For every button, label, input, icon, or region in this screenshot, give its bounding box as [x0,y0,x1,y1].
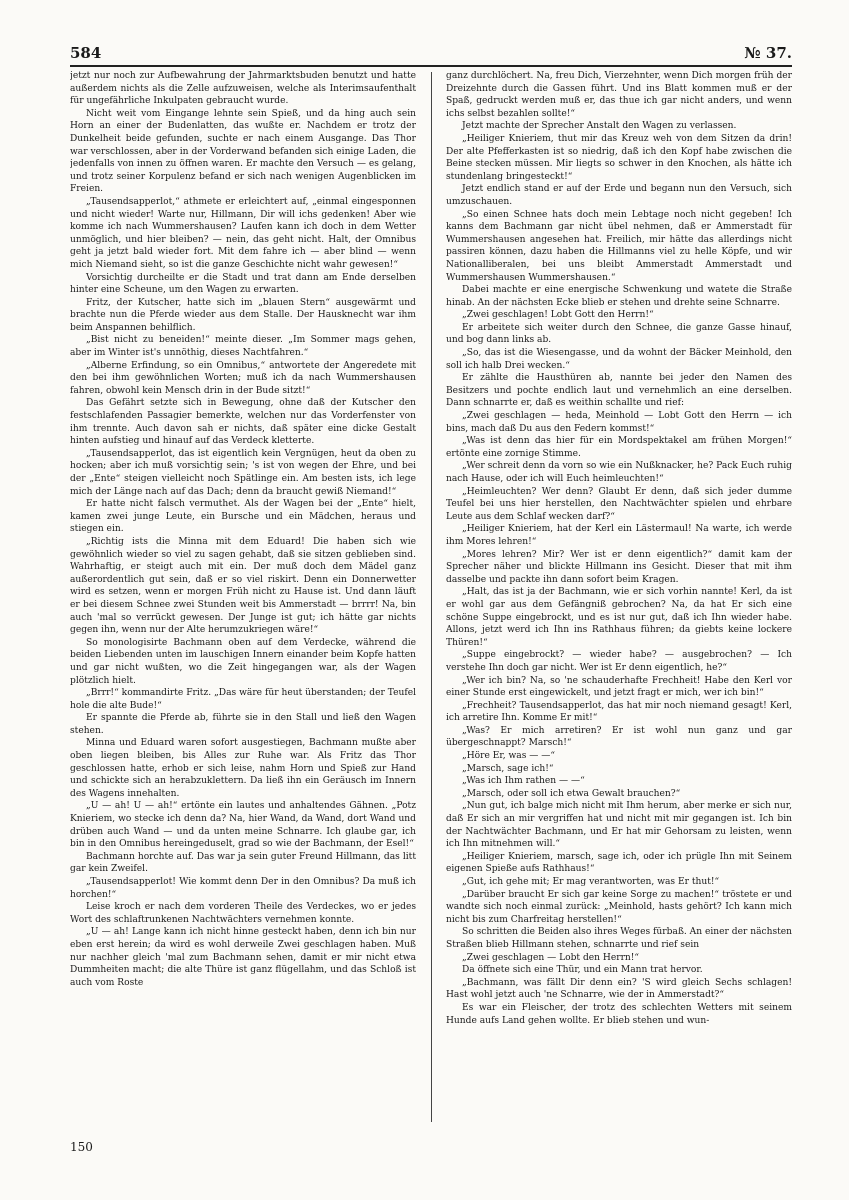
paragraph: jetzt nur noch zur Aufbewahrung der Jahrmarktsbuden benutzt und hatte außerdem nichts als die Zelle aufzuweisen, welche als Interimsaufenthalt für ungefährliche Inkulpaten gebraucht wurde. [70,71,416,107]
page-number: 584 [70,44,102,62]
text-column-left [70,70,416,1125]
paragraph: „Was ich Ihm rathen — —“ [462,776,585,787]
paragraph: „Brrr!“ kommandirte Fritz. „Das wäre für heut überstanden; der Teufel hole die alte Bude!“ [70,688,416,711]
paragraph: „Mores lehren? Mir? Wer ist er denn eigentlich?“ damit kam der Sprecher näher und blickte Hillmann ins Gesicht. Dieser that mit ihm dasselbe und packte ihn dann sofort beim Kragen. [446,549,792,585]
paragraph: „Zwei geschlagen — heda, Meinhold — Lobt Gott den Herrn — ich bins, mach daß Du aus den Federn kommst!“ [446,411,792,434]
paragraph: „Darüber braucht Er sich gar keine Sorge zu machen!“ tröstete er und wandte sich noch einmal zurück: „Meinhold, hasts gehört? Ich kann mich nicht bis zum Charfreitag herstellen!“ [446,889,792,925]
paragraph: „Marsch, sage ich!“ [462,763,554,774]
paragraph: „U — ah! Lange kann ich nicht hinne gesteckt haben, denn ich bin nur eben erst herein; da wird es wohl derweile Zwei geschlagen haben. Muß nur nachher gleich 'mal zum Bachmann sehen, damit er mir nicht etwa Dummheiten macht; die alte Thüre ist ganz flügellahm, und das Schloß ist auch vom Roste [70,927,416,988]
paragraph: „Wer schreit denn da vorn so wie ein Nußknacker, he? Pack Euch ruhig nach Hause, oder ich will Euch heimleuchten!“ [446,461,792,484]
paragraph: So monologisirte Bachmann oben auf dem Verdecke, während die beiden Liebenden unten im lauschigen Innern einander beim Kopfe hatten und gar nicht wußten, wo die Zeit hingegangen war, als der Wagen plötzlich hielt. [70,637,416,686]
paragraph: „Zwei geschlagen — Lobt den Herrn!“ [462,952,640,963]
paragraph: „Gut, ich gehe mit; Er mag verantworten, was Er thut!“ [462,877,720,887]
paragraph: „Heiliger Knieriem, thut mir das Kreuz weh von dem Sitzen da drin! Der alte Pfefferkasten ist so niedrig, daß ich den Kopf habe zwischen die Beine stecken müssen. Mir liegts so schwer in den Knochen, als hätte ich stundenlang bringesteckt!“ [446,133,792,182]
paragraph: „Bist nicht zu beneiden!“ meinte dieser. „Im Sommer mags gehen, aber im Winter ist's unnöthig, dieses Nachtfahren.“ [70,335,416,359]
paragraph: „Tausendsapperlot,“ athmete er erleichtert auf, „einmal eingesponnen und nicht wieder! Warte nur, Hillmann, Dir will ichs gedenken! Aber wie komme ich nach Wummershausen? Laufen kann ich doch in dem Wetter unmöglich, und hier bleiben? — nein, das geht nicht. Halt, der Omnibus geht ja jetzt bald wieder fort. Mit dem fahre ich — aber blind — wenn mich Niemand sieht, so ist die ganze Geschichte nicht wahr gewesen!“ [70,196,416,270]
paragraph: Leise kroch er nach dem vorderen Theile des Verdeckes, wo er jedes Wort des schlaftrunkenen Nachtwächters vernehmen konnte. [70,902,416,925]
paragraph: „Heiliger Knieriem, hat der Kerl ein Lästermaul! Na warte, ich werde ihm Mores lehren!“ [446,524,792,547]
paragraph: „Alberne Erfindung, so ein Omnibus,“ antwortete der Angeredete mit den bei ihm gewöhnlichen Worten; muß ich da nach Wummershausen fahren, obwohl kein Mensch drin in der Bude sitzt!“ [70,360,416,396]
paragraph: So schritten die Beiden also ihres Weges fürbaß. An einer der nächsten Straßen blieb Hillmann stehen, schnarrte und rief sein [446,927,792,950]
paragraph: „Was? Er mich arretiren? Er ist wohl nun ganz und gar übergeschnappt? Marsch!“ [446,725,792,749]
paragraph: Er hatte nicht falsch vermuthet. Als der Wagen bei der „Ente“ hielt, kamen zwei junge Leute, ein Bursche und ein Mädchen, heraus und stiegen ein. [70,499,416,535]
paragraph: „Richtig ists die Minna mit dem Eduard! Die haben sich wie gewöhnlich wieder so viel zu sagen gehabt, daß sie sitzen geblieben sind. Wahrhaftig, er steigt auch mit ein. Der muß doch dem Mädel ganz außerordentlich gut sein, daß er so viel riskirt. Denn ein Donnerwetter wird es setzen, wenn er morgen Früh nicht zu Hause ist. Und dann läuft er bei diesem Schnee zwei Stunden weit bis Ammerstadt — brrrr! Na, bin auch 'mal so verrückt gewesen. Der Junge ist gut; ich hätte gar nichts gegen ihn, wenn nur der Alte herumzukriegen wäre!“ [70,536,416,636]
paragraph: „U — ah! U — ah!“ ertönte ein lautes und anhaltendes Gähnen. „Potz Knieriem, wo stecke ich denn da? Na, hier Wand, da Wand, dort Wand und drüben auch Wand — und da unten meine Schnarre. Ich glaube gar, ich bin in den Omnibus hereingeduselt, grad so wie der Bachmann, der Esel!“ [70,801,416,850]
paragraph: Jetzt endlich stand er auf der Erde und begann nun den Versuch, sich umzuschauen. [446,184,792,207]
paragraph: „Bachmann, was fällt Dir denn ein? 'S wird gleich Sechs schlagen! Hast wohl jetzt auch 'ne Schnarre, wie der in Ammerstadt?“ [446,977,792,1001]
column-divider [431,72,432,1122]
paragraph: Nicht weit vom Eingange lehnte sein Spieß, und da hing auch sein Horn an einer der Budenlatten, das wußte er. Nachdem er trotz der Dunkelheit beide gefunden, suchte er nach einem Ausgange. Das Thor war verschlossen, aber in der Vorderwand befanden sich einige Laden, die jedenfalls von innen zu öffnen waren. Er machte den Versuch — es gelang, und trotz seiner Korpulenz befand er sich nach wenigen Augenblicken im Freien. [70,108,416,195]
paragraph: Vorsichtig durcheilte er die Stadt und trat dann am Ende derselben hinter eine Scheune, um den Wagen zu erwarten. [70,272,416,296]
paragraph: „Wer ich bin? Na, so 'ne schauderhafte Frechheit! Habe den Kerl vor einer Stunde erst eingewickelt, und jetzt fragt er mich, wer ich bin!“ [446,675,792,699]
sheet-number: 150 [70,1140,93,1154]
paragraph: „Halt, das ist ja der Bachmann, wie er sich vorhin nannte! Kerl, da ist er wohl gar aus dem Gefängniß gebrochen? Na, da hat Er sich eine schöne Suppe eingebrockt, und es ist nur gut, daß ich Ihn wieder habe. Allons, jetzt werd ich Ihn ins Rathhaus führen; da giebts keine lockere Thüren!“ [446,587,792,648]
paragraph: Er arbeitete sich weiter durch den Schnee, die ganze Gasse hinauf, und bog dann links ab. [446,322,792,346]
page-header [70,44,792,66]
paragraph: Minna und Eduard waren sofort ausgestiegen, Bachmann mußte aber oben liegen bleiben, bis Alles zur Ruhe war. Als Fritz das Thor geschlossen hatte, erhob er sich leise, nahm Horn und Spieß zur Hand und schickte sich an herabzuklettern. Da ließ ihn ein Geräusch im Innern des Wagens innehalten. [70,738,416,799]
paragraph: „Heimleuchten? Wer denn? Glaubt Er denn, daß sich jeder dumme Teufel bei uns hier herstellen, den Nachtwächter spielen und ehrbare Leute aus dem Schlaf wecken darf?“ [446,486,792,522]
paragraph: „Höre Er, was — —“ [462,751,555,762]
header-rule [70,65,792,67]
paragraph: „Tausendsapperlot! Wie kommt denn Der in den Omnibus? Da muß ich horchen!“ [70,877,416,900]
paragraph: Fritz, der Kutscher, hatte sich im „blauen Stern“ ausgewärmt und brachte nun die Pferde wieder aus dem Stalle. Der Hausknecht war ihm beim Anspannen behilflich. [70,297,416,333]
paragraph: „Tausendsapperlot, das ist eigentlich kein Vergnügen, heut da oben zu hocken; aber ich muß vorsichtig sein; 's ist von wegen der Ehre, und bei der „Ente“ steigen vielleicht noch Spätlinge ein. Am besten ists, ich lege mich der Länge nach auf das Dach; denn da braucht gewiß Niemand!“ [70,448,416,497]
paragraph: Er zählte die Hausthüren ab, nannte bei jeder den Namen des Besitzers und pochte endlich laut und vernehmlich an eine derselben. Dann schnarrte er, daß es weithin schallte und rief: [446,373,792,409]
paragraph: ganz durchlöchert. Na, freu Dich, Vierzehnter, wenn Dich morgen früh der Dreizehnte durch die Gassen führt. Und ins Blatt kommen muß er der Spaß, gedruckt werden muß er, das thue ich gar nicht anders, und wenn ichs selbst bezahlen sollte!“ [446,71,792,119]
paragraph: Es war ein Fleischer, der trotz des schlechten Wetters mit seinem Hunde aufs Land gehen wollte. Er blieb stehen und wun- [446,1002,792,1026]
paragraph: „Suppe eingebrockt? — wieder habe? — ausgebrochen? — Ich verstehe Ihn doch gar nicht. Wer ist Er denn eigentlich, he?“ [446,650,792,673]
paragraph: „Heiliger Knieriem, marsch, sage ich, oder ich prügle Ihn mit Seinem eigenen Spieße aufs Rathhaus!“ [446,851,792,875]
paragraph: „So einen Schnee hats doch mein Lebtage noch nicht gegeben! Ich kanns dem Bachmann gar nicht übel nehmen, daß er Ammerstadt für Wummershausen angesehen hat. Freilich, mir hätte das allerdings nicht passiren können, dazu haben die Hillmanns viel zu helle Köpfe, und wir Nationalliberalen, bei uns bleibt Ammerstadt Ammerstadt und Wummershausen Wummershausen.“ [446,209,792,283]
paragraph: „Nun gut, ich balge mich nicht mit Ihm herum, aber merke er sich nur, daß Er sich an mir vergriffen hat und nicht mit mir gegangen ist. Ich bin der Nachtwächter Bachmann, und Er hat mir Gehorsam zu leisten, wenn ich Ihn mitnehmen will.“ [446,801,792,850]
paragraph: Das Gefährt setzte sich in Bewegung, ohne daß der Kutscher den festschlafenden Passagier bemerkte, welchen nur das Vorderfenster von ihm trennte. Auch davon sah er nichts, daß später eine dicke Gestalt hinten aufstieg und hinauf auf das Verdeck kletterte. [70,398,416,447]
paragraph: „Zwei geschlagen! Lobt Gott den Herrn!“ [462,310,654,321]
paragraph: „Was ist denn das hier für ein Mordspektakel am frühen Morgen!“ ertönte eine zornige Stimme. [446,436,792,459]
paragraph: Da öffnete sich eine Thür, und ein Mann trat hervor. [462,965,703,976]
issue-number: № 37. [744,44,792,62]
paragraph: „Frechheit? Tausendsapperlot, das hat mir noch niemand gesagt! Kerl, ich arretire Ihn. Komme Er mit!“ [446,700,792,724]
paragraph: Dabei machte er eine energische Schwenkung und watete die Straße hinab. An der nächsten Ecke blieb er stehen und drehte seine Schnarre. [446,285,792,308]
paragraph: „So, das ist die Wiesengasse, und da wohnt der Bäcker Meinhold, den soll ich halb Drei wecken.“ [446,348,792,371]
paragraph: Bachmann horchte auf. Das war ja sein guter Freund Hillmann, das litt gar kein Zweifel. [70,851,416,875]
paragraph: Er spannte die Pferde ab, führte sie in den Stall und ließ den Wagen stehen. [70,713,416,736]
text-column-right [446,70,792,1125]
paragraph: Jetzt machte der Sprecher Anstalt den Wagen zu verlassen. [462,121,737,132]
paragraph: „Marsch, oder soll ich etwa Gewalt brauchen?“ [462,788,681,799]
